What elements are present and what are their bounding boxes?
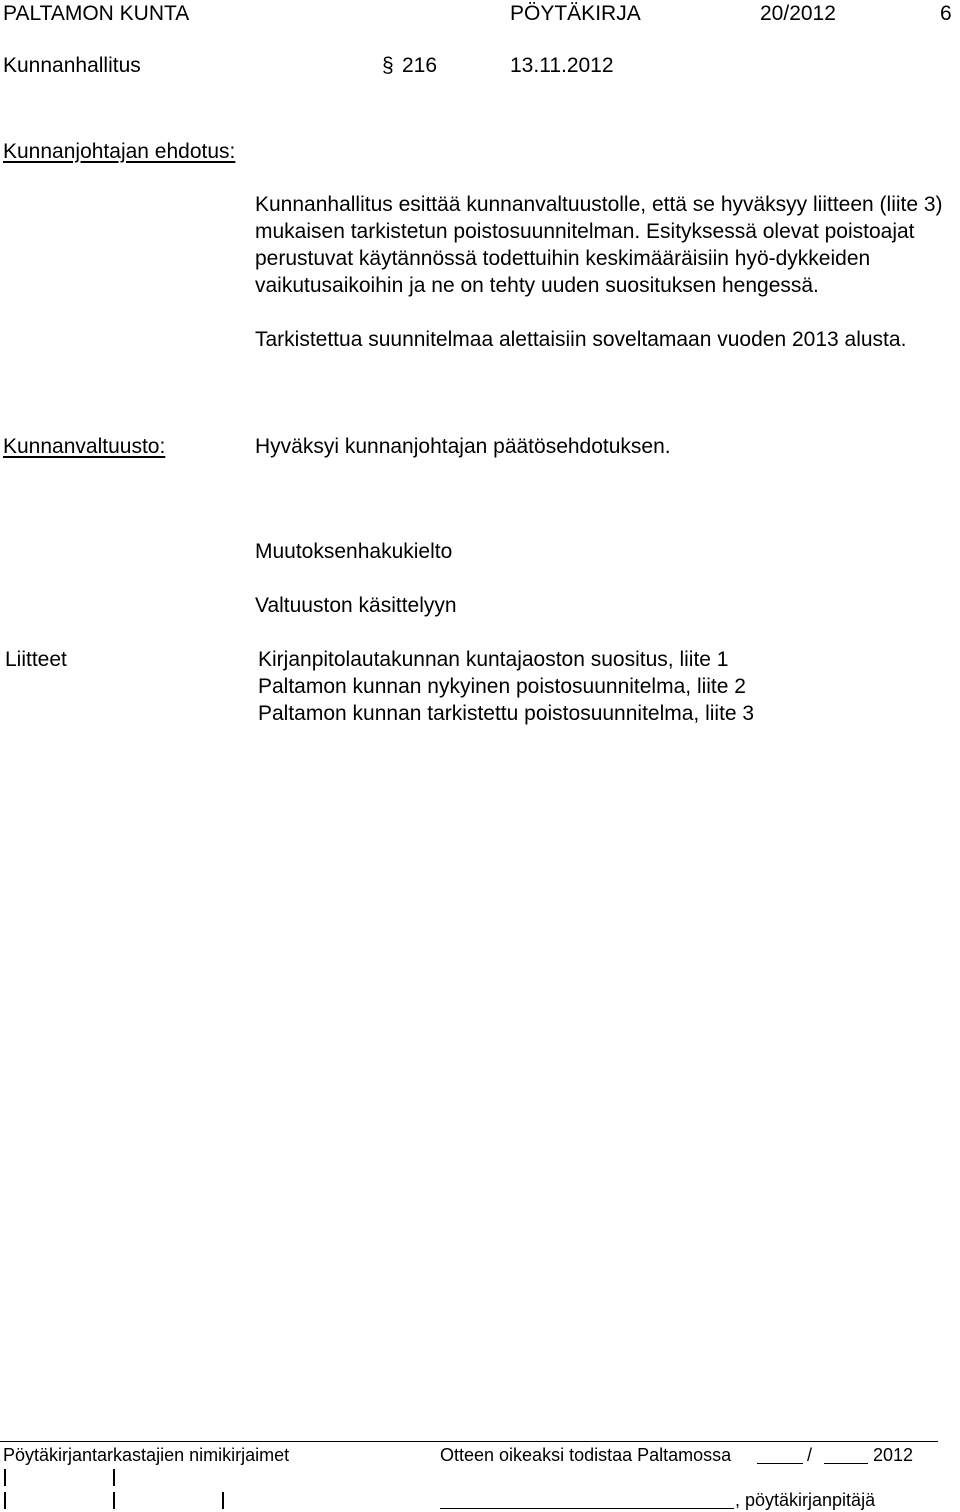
municipality-name: PALTAMON KUNTA [3,2,190,25]
council-label: Kunnanvaltuusto: [3,435,166,458]
proposal-paragraph-1: Kunnanhallitus esittää kunnanvaltuustolle, että se hyväksyy liitteen (liite 3) mukaisen tarkistetun poistosuunnitelman. Esityksessä olevat poistoajat perustuvat käytännössä todettuihin keskimääräisiin hyö-dykkeiden vaikutusaikoihin ja ne on tehty uuden suosituksen hengessä. [255,193,943,297]
inspector-initials-box-1 [4,1469,6,1486]
attachment-item: Paltamon kunnan nykyinen poistosuunnitelma, liite 2 [258,675,746,698]
inspector-initials-box-5 [222,1492,224,1509]
page-number: 6 [940,2,952,25]
certified-year: 2012 [873,1445,914,1465]
proposal-label: Kunnanjohtajan ehdotus: [3,140,236,163]
attachments-label: Liitteet [5,648,67,671]
section-sign: § [382,54,394,77]
handling-note: Valtuuston käsittelyyn [255,594,457,617]
meeting-body: Kunnanhallitus [3,54,141,77]
inspector-initials-box-2 [113,1469,115,1486]
meeting-date: 13.11.2012 [510,54,614,77]
inspector-initials-box-4 [113,1492,115,1509]
attachment-item: Paltamon kunnan tarkistettu poistosuunnitelma, liite 3 [258,702,755,725]
proposal-paragraph-2: Tarkistettua suunnitelmaa alettaisiin soveltamaan vuoden 2013 alusta. [255,328,907,351]
footer-rule [0,1441,938,1442]
date-separator: / [807,1445,813,1465]
appeal-note: Muutoksenhakukielto [255,540,453,563]
inspector-initials-box-3 [4,1492,6,1509]
certified-month-line [824,1463,868,1464]
section-number: 216 [402,54,438,77]
certified-day-line [757,1463,803,1464]
inspectors-label: Pöytäkirjantarkastajien nimikirjaimet [3,1445,290,1465]
secretary-label: , pöytäkirjanpitäjä [735,1490,876,1510]
document-type: PÖYTÄKIRJA [510,2,641,25]
proposal-text [255,191,945,353]
secretary-signature-line [440,1508,734,1509]
certified-label: Otteen oikeaksi todistaa Paltamossa [440,1445,732,1465]
attachment-item: Kirjanpitolautakunnan kuntajaoston suositus, liite 1 [258,648,729,671]
document-number: 20/2012 [760,2,836,25]
council-decision: Hyväksyi kunnanjohtajan päätösehdotuksen. [255,435,671,458]
